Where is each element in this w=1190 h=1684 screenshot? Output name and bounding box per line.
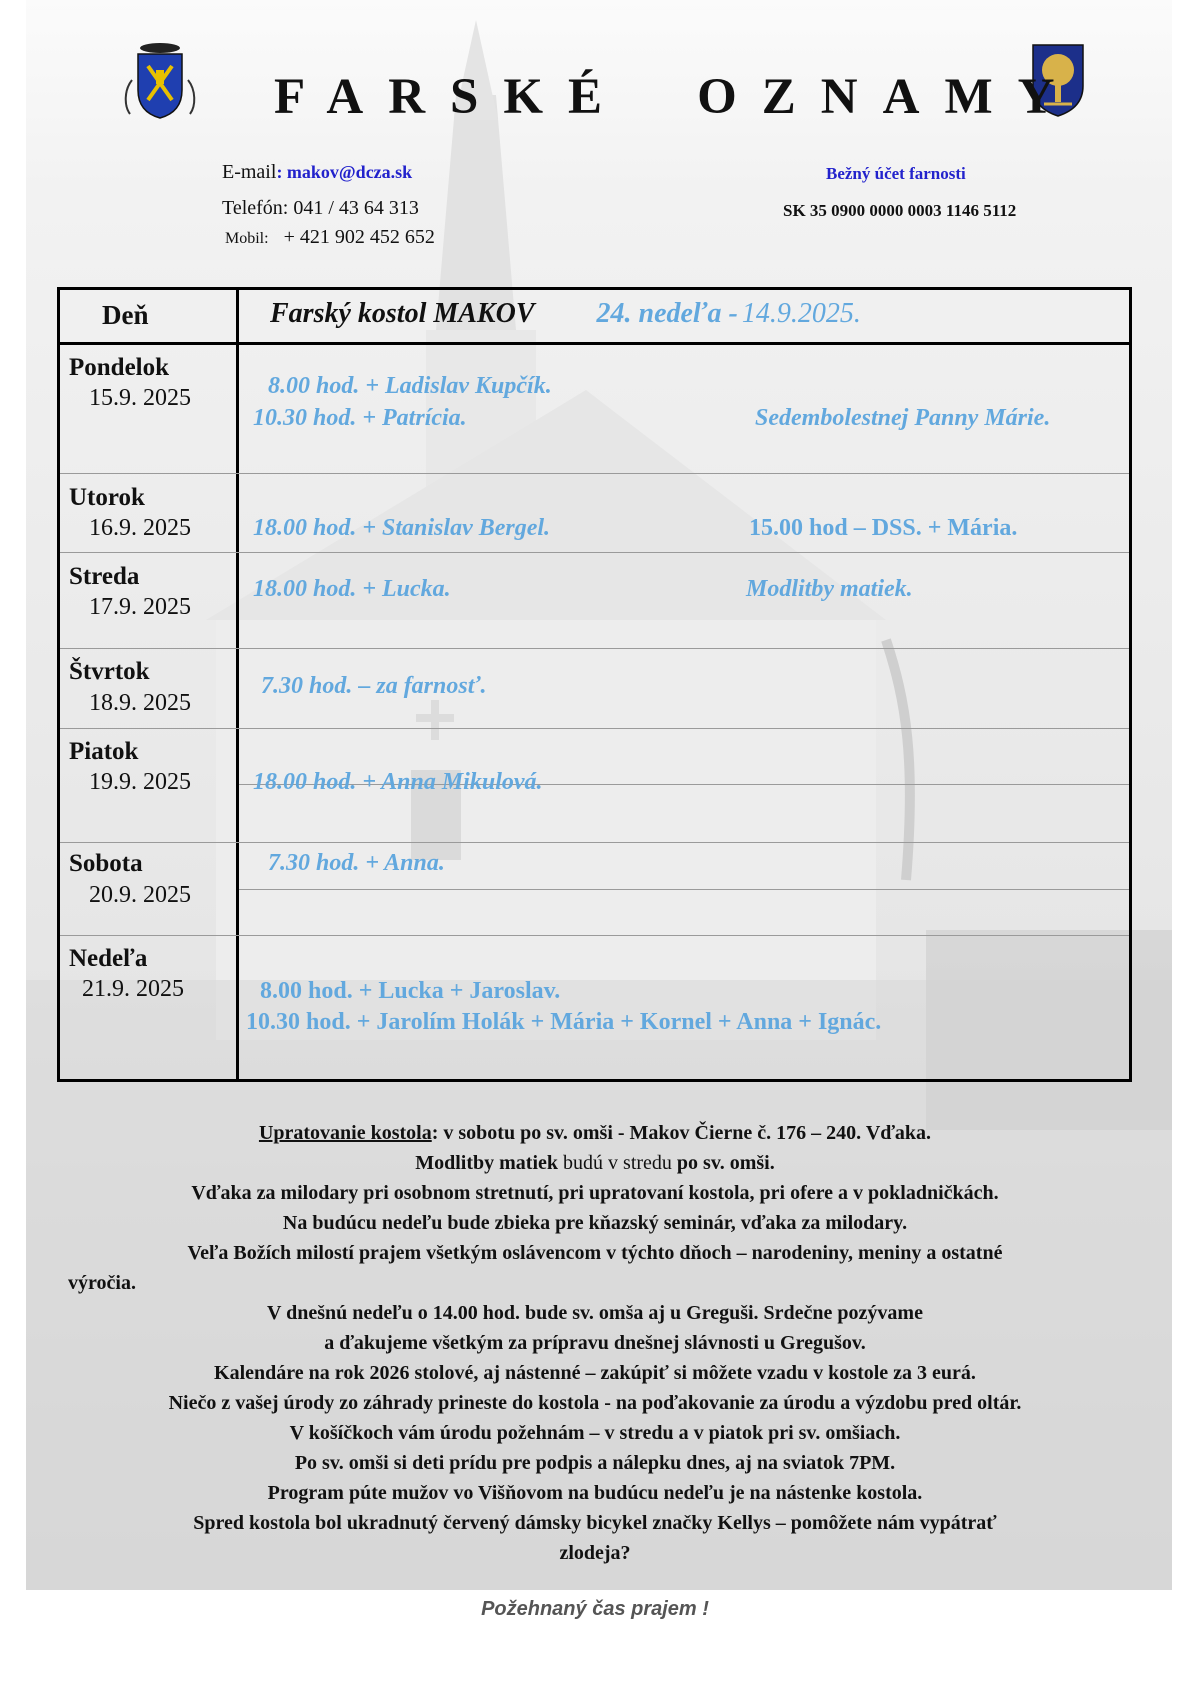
notice-text: Po sv. omši si deti prídu pre podpis a nálepku dnes, aj na sviatok 7PM. — [294, 1452, 896, 1474]
mass-side-note: 15.00 hod – DSS. + Mária. — [749, 515, 1018, 541]
row-divider — [60, 935, 1129, 936]
mobile-value: + 421 902 452 652 — [283, 226, 435, 248]
mass-entry: 8.00 hod. + Ladislav Kupčík. — [268, 373, 552, 399]
day-name-wednesday: Streda — [69, 563, 140, 590]
notice-mothers-b: budú v stredu — [558, 1152, 677, 1174]
closing-blessing: Požehnaný čas prajem ! — [481, 1598, 709, 1620]
day-name-thursday: Štvrtok — [69, 658, 150, 685]
notice-text: a ďakujeme všetkým za prípravu dnešnej slávnosti u Gregušov. — [324, 1332, 866, 1354]
mass-entry: 18.00 hod. + Stanislav Bergel. — [253, 515, 551, 541]
notice-text: výročia. — [68, 1272, 136, 1294]
page-title — [274, 68, 1079, 126]
row-divider — [60, 728, 1129, 729]
mass-entry: 10.30 hod. + Patrícia. — [253, 405, 467, 431]
header-church: Farský kostol MAKOV — [270, 298, 535, 329]
mass-entry: 7.30 hod. + Anna. — [268, 850, 445, 876]
day-date-friday: 19.9. 2025 — [89, 769, 191, 795]
mobile-line — [225, 226, 435, 249]
notice-cleaning — [60, 1118, 1130, 1148]
notice-text: Vďaka za milodary pri osobnom stretnutí, pri upratovaní kostola, pri ofere a v pokladničkách. — [191, 1182, 999, 1204]
header-church-line — [270, 298, 861, 330]
row-divider — [60, 842, 1129, 843]
row-divider — [60, 648, 1129, 649]
mass-entry: 7.30 hod. – za farnosť. — [261, 673, 487, 699]
notice-mothers-c: po sv. omši. — [676, 1152, 775, 1174]
mass-entry: 8.00 hod. + Lucka + Jaroslav. — [260, 978, 561, 1004]
notice-text: V dnešnú nedeľu o 14.00 hod. bude sv. omša aj u Greguši. Srdečne pozývame — [267, 1302, 923, 1324]
notice-text: Kalendáre na rok 2026 stolové, aj nástenné – zakúpiť si môžete vzadu v kostole za 3 eurá. — [214, 1362, 976, 1384]
email-label: E-mail — [222, 161, 277, 183]
header-day: Deň — [102, 300, 149, 330]
day-name-sunday: Nedeľa — [69, 945, 148, 972]
row-subdivider — [239, 889, 1129, 890]
notice-mothers — [60, 1148, 1130, 1178]
mass-entry: 18.00 hod. + Lucka. — [253, 576, 451, 602]
announcements — [60, 1118, 1130, 1568]
mass-entry: 18.00 hod. + Anna Mikulová. — [253, 769, 543, 795]
row-divider — [60, 473, 1129, 474]
notice-text: Program púte mužov vo Višňovom na budúcu nedeľu je na nástenke kostola. — [267, 1482, 923, 1504]
notice-text: zlodeja? — [559, 1542, 631, 1564]
notice-cleaning-label: Upratovanie kostola — [258, 1122, 432, 1144]
day-name-tuesday: Utorok — [69, 484, 145, 511]
mass-side-note: Sedembolestnej Panny Márie. — [755, 405, 1051, 431]
day-name-monday: Pondelok — [69, 354, 170, 381]
header-sunday: 24. nedeľa - — [596, 298, 738, 329]
day-date-tuesday: 16.9. 2025 — [89, 515, 191, 541]
header-divider — [60, 342, 1129, 345]
notice-text: Na budúcu nedeľu bude zbieka pre kňazský seminár, vďaka za milodary. — [282, 1212, 908, 1234]
email-value[interactable]: : makov@dcza.sk — [276, 162, 413, 182]
mass-entry: 10.30 hod. + Jarolím Holák + Mária + Kornel + Anna + Ignác. — [246, 1009, 882, 1035]
day-date-sunday: 21.9. 2025 — [82, 976, 184, 1002]
day-date-saturday: 20.9. 2025 — [89, 882, 191, 908]
mass-side-note: Modlitby matiek. — [746, 576, 913, 602]
day-date-monday: 15.9. 2025 — [89, 385, 191, 411]
notice-mothers-a: Modlitby matiek — [415, 1152, 559, 1174]
phone-line: Telefón: 041 / 43 64 313 — [222, 197, 419, 219]
column-divider — [236, 290, 239, 1079]
notice-text: Niečo z vašej úrody zo záhrady prineste do kostola - na poďakovanie za úrodu a výzdobu pred oltár. — [168, 1392, 1022, 1414]
mobile-label: Mobil: — [225, 230, 269, 247]
row-divider — [60, 552, 1129, 553]
day-name-friday: Piatok — [69, 738, 139, 765]
title-word-2: OZNAMY — [697, 69, 1080, 125]
day-date-wednesday: 17.9. 2025 — [89, 594, 191, 620]
account-number: SK 35 0900 0000 0003 1146 5112 — [783, 201, 1017, 220]
notice-text: Spred kostola bol ukradnutý červený dámsky bicykel značky Kellys – pomôžete nám vypátrať — [193, 1512, 997, 1534]
notice-text: V košíčkoch vám úrodu požehnám – v stredu a v piatok pri sv. omšiach. — [289, 1422, 901, 1444]
mass-schedule-table — [57, 287, 1132, 1082]
email-line — [222, 161, 412, 184]
day-date-thursday: 18.9. 2025 — [89, 690, 191, 716]
day-name-saturday: Sobota — [69, 850, 143, 877]
notice-cleaning-text: : v sobotu po sv. omši - Makov Čierne č. 176 – 240. Vďaka. — [431, 1122, 932, 1144]
account-title: Bežný účet farnosti — [826, 164, 966, 183]
header-sunday-date: 14.9.2025. — [741, 298, 861, 329]
notice-text: Veľa Božích milostí prajem všetkým oslávencom v týchto dňoch – narodeniny, meniny a ostatné — [187, 1242, 1003, 1264]
bishop-coat-of-arms-icon — [120, 40, 200, 120]
title-word-1: FARSKÉ — [274, 69, 628, 125]
